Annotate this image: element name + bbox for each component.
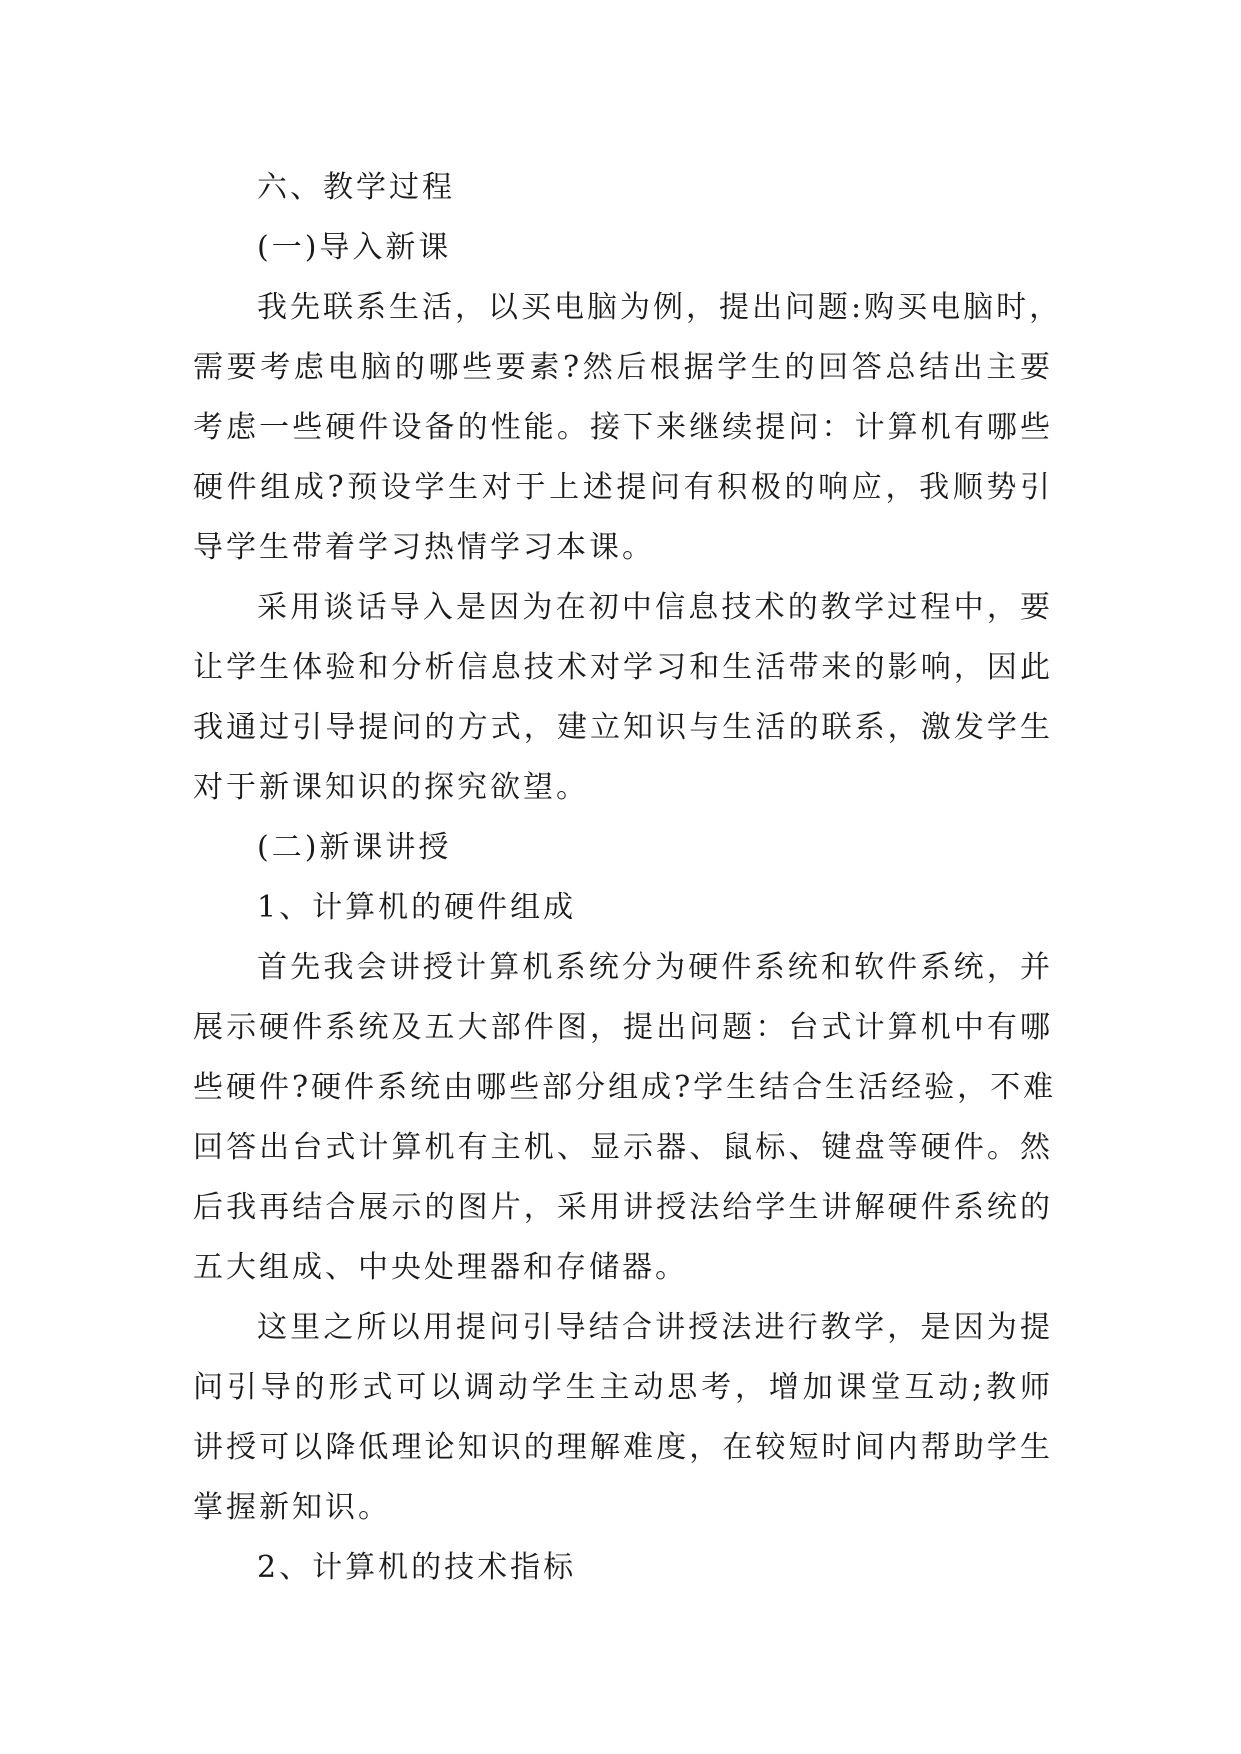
topic-heading: 1、计算机的硬件组成 [257,890,577,925]
document-page [193,158,1063,1598]
subsection-heading: (二)新课讲授 [257,830,452,865]
paragraph-line: 讲授可以降低理论知识的理解难度，在较短时间内帮助学生 [193,1430,1053,1465]
paragraph-line: 问引导的形式可以调动学生主动思考，增加课堂互动;教师 [193,1370,1053,1405]
paragraph-line: 后我再结合展示的图片，采用讲授法给学生讲解硬件系统的 [193,1190,1053,1225]
paragraph-line: 我通过引导提问的方式，建立知识与生活的联系，激发学生 [193,710,1053,745]
section-heading: 六、教学过程 [257,170,455,205]
paragraph-line: 回答出台式计算机有主机、显示器、鼠标、键盘等硬件。然 [193,1130,1053,1165]
paragraph-line: 导学生带着学习热情学习本课。 [193,530,655,565]
paragraph-line: 展示硬件系统及五大部件图，提出问题：台式计算机中有哪 [193,1010,1053,1045]
paragraph-line: 需要考虑电脑的哪些要素?然后根据学生的回答总结出主要 [193,350,1053,385]
paragraph-line: 掌握新知识。 [193,1490,391,1525]
paragraph-line: 对于新课知识的探究欲望。 [193,770,589,805]
paragraph-line: 些硬件?硬件系统由哪些部分组成?学生结合生活经验，不难 [193,1070,1057,1105]
paragraph-line: 考虑一些硬件设备的性能。接下来继续提问：计算机有哪些 [193,410,1053,445]
paragraph-line: 这里之所以用提问引导结合讲授法进行教学，是因为提 [257,1310,1053,1345]
paragraph-line: 五大组成、中央处理器和存储器。 [193,1250,688,1285]
paragraph-line: 首先我会讲授计算机系统分为硬件系统和软件系统，并 [257,950,1053,985]
paragraph-line: 让学生体验和分析信息技术对学习和生活带来的影响，因此 [193,650,1053,685]
paragraph-line: 采用谈话导入是因为在初中信息技术的教学过程中，要 [257,590,1053,625]
topic-heading: 2、计算机的技术指标 [257,1550,577,1585]
subsection-heading: (一)导入新课 [257,230,452,265]
paragraph-line: 硬件组成?预设学生对于上述提问有积极的响应，我顺势引 [193,470,1053,505]
paragraph-line: 我先联系生活，以买电脑为例，提出问题:购买电脑时， [257,290,1063,325]
